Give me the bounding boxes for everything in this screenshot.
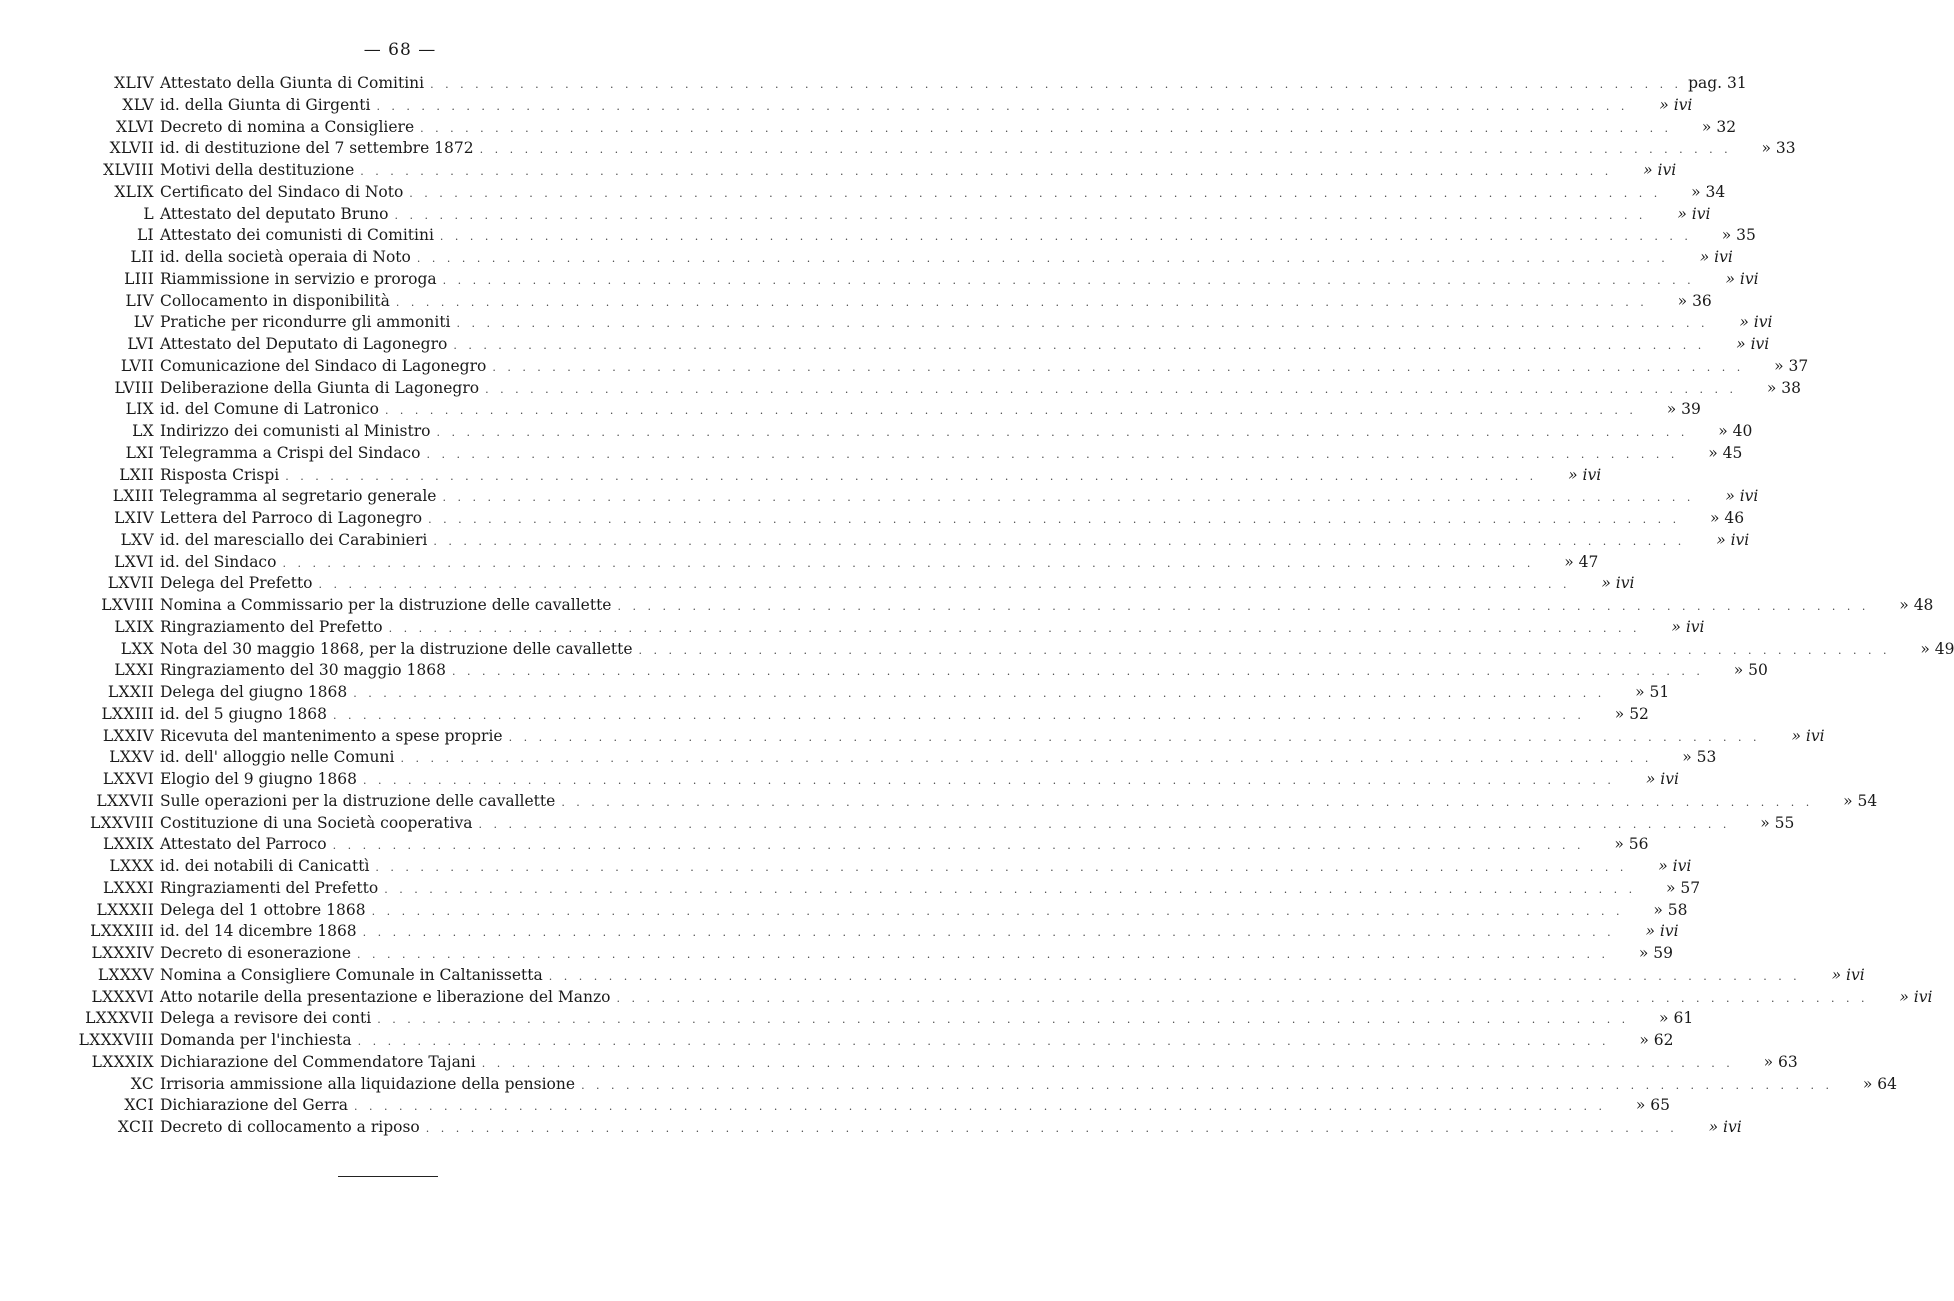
entry-title: Ringraziamento del 30 maggio 1868: [160, 661, 446, 680]
entry-page: » 59: [1638, 944, 1673, 962]
entry-numeral: XLVIII: [103, 161, 154, 179]
toc-entry: [60, 770, 1679, 792]
dot-leader: [581, 1079, 1833, 1092]
entry-title: Nomina a Consigliere Comunale in Caltanissetta: [160, 965, 543, 984]
entry-numeral: LXIV: [114, 509, 154, 527]
toc-entry: [60, 378, 1802, 401]
entry-title: Attestato del deputato Bruno: [160, 204, 389, 223]
entry-page: » ivi: [1791, 726, 1825, 745]
entry-numeral: LXXII: [107, 683, 154, 701]
entry-numeral: LXXXI: [102, 878, 154, 897]
dot-leader: [333, 709, 1585, 722]
entry-page: » 35: [1721, 226, 1756, 245]
toc-entry: [60, 965, 1865, 988]
toc-entry: [60, 639, 1954, 662]
dot-leader: [360, 165, 1612, 178]
toc-entry: [60, 987, 1933, 1010]
dot-leader: [358, 1035, 1610, 1048]
toc-entry: [60, 1118, 1742, 1140]
entry-page: » ivi: [1708, 1118, 1742, 1136]
entry-numeral: LXVIII: [101, 596, 154, 614]
entry-title: Attestato del Parroco: [160, 835, 327, 854]
dot-leader: [396, 296, 1648, 309]
entry-page: » 54: [1843, 791, 1878, 810]
entry-numeral: XLV: [122, 95, 154, 114]
page-number: — 68 —: [363, 40, 437, 60]
entry-page: » 64: [1862, 1074, 1897, 1093]
entry-title: Motivi della destituzione: [160, 161, 355, 179]
entry-page: » 55: [1760, 813, 1795, 832]
entry-title: Pratiche per ricondurre gli ammoniti: [160, 313, 451, 332]
toc-entry: [60, 226, 1756, 248]
dot-leader: [430, 78, 1682, 91]
entry-title: Costituzione di una Società cooperativa: [160, 813, 473, 832]
toc-entry: [60, 1009, 1694, 1031]
toc-entry: [60, 95, 1693, 118]
entry-page: » 62: [1639, 1031, 1674, 1049]
dot-leader: [617, 992, 1869, 1005]
entry-title: Delega del Prefetto: [160, 574, 313, 593]
dot-leader: [354, 1100, 1606, 1113]
entry-numeral: XLVI: [115, 117, 154, 136]
entry-title: Decreto di nomina a Consigliere: [160, 117, 415, 136]
entry-page: » 50: [1733, 661, 1768, 680]
toc-entry: [60, 596, 1934, 618]
entry-page: » 33: [1761, 139, 1796, 158]
entry-numeral: LIV: [125, 291, 154, 310]
dot-leader: [478, 818, 1730, 831]
entry-title: Delega del giugno 1868: [160, 683, 348, 701]
toc-entry: [60, 900, 1688, 923]
entry-title: Nomina a Commissario per la distruzione delle cavallette: [160, 596, 612, 614]
entry-page: » 53: [1682, 748, 1717, 767]
dot-leader: [480, 143, 1732, 156]
entry-title: id. del maresciallo dei Carabinieri: [160, 530, 428, 549]
toc-entry: [60, 487, 1759, 509]
entry-numeral: LXVII: [107, 574, 154, 593]
dot-leader: [389, 622, 1641, 635]
dot-leader: [384, 883, 1636, 896]
end-rule: [338, 1176, 438, 1177]
toc-entry: [60, 1096, 1670, 1118]
toc-entry: [60, 335, 1770, 357]
toc-entry: [60, 661, 1768, 683]
toc-entry: [60, 683, 1670, 705]
toc-entry: [60, 617, 1705, 640]
entry-title: Atto notarile della presentazione e liberazione del Manzo: [160, 987, 611, 1006]
dot-leader: [375, 861, 1627, 874]
entry-title: Irrisoria ammissione alla liquidazione della pensione: [160, 1074, 576, 1093]
dot-leader: [417, 252, 1669, 265]
dot-leader: [453, 339, 1705, 352]
toc-entry: [60, 422, 1753, 444]
entry-title: Risposta Crispi: [160, 465, 280, 484]
entry-page: » 52: [1614, 704, 1649, 723]
entry-page: » 45: [1708, 443, 1743, 462]
entry-title: Dichiarazione del Commendatore Tajani: [160, 1052, 476, 1071]
toc-entry: [60, 944, 1673, 966]
entry-page: » ivi: [1645, 922, 1679, 941]
entry-page: » 37: [1774, 356, 1809, 375]
entry-page: » 65: [1635, 1096, 1670, 1115]
dot-leader: [452, 665, 1704, 678]
entry-title: id. della Giunta di Girgenti: [160, 95, 371, 114]
entry-title: Decreto di collocamento a riposo: [160, 1118, 420, 1136]
toc-entry: [60, 117, 1737, 140]
dot-leader: [639, 644, 1891, 657]
table-of-contents: [60, 74, 1954, 1140]
dot-leader: [363, 926, 1615, 939]
entry-page: pag. 31: [1688, 74, 1747, 92]
entry-numeral: LX: [132, 422, 154, 440]
toc-entry: [60, 74, 1747, 96]
entry-title: Indirizzo dei comunisti al Ministro: [160, 422, 431, 440]
dot-leader: [492, 361, 1744, 374]
entry-numeral: LV: [133, 313, 154, 332]
dot-leader: [428, 513, 1680, 526]
entry-title: Riammissione in servizio e proroga: [160, 269, 437, 288]
dot-leader: [426, 1122, 1678, 1135]
toc-entry: [60, 509, 1745, 531]
dot-leader: [377, 1013, 1629, 1026]
entry-numeral: LXX: [120, 639, 154, 658]
entry-page: » ivi: [1659, 95, 1693, 114]
entry-page: » ivi: [1899, 987, 1933, 1006]
entry-title: id. di destituzione del 7 settembre 1872: [160, 139, 474, 158]
entry-title: Nota del 30 maggio 1868, per la distruzione delle cavallette: [160, 639, 633, 658]
entry-numeral: LXXXVII: [85, 1009, 154, 1028]
entry-title: Attestato dei comunisti di Comitini: [160, 226, 434, 245]
entry-numeral: LXXXIII: [90, 922, 154, 941]
toc-entry: [60, 878, 1701, 901]
dot-leader: [282, 557, 1534, 570]
entry-page: » ivi: [1699, 248, 1733, 266]
dot-leader: [440, 230, 1692, 243]
entry-page: » ivi: [1568, 465, 1602, 484]
dot-leader: [376, 100, 1628, 113]
toc-entry: [60, 552, 1599, 575]
dot-leader: [319, 578, 1571, 591]
entry-title: id. del 5 giugno 1868: [160, 704, 327, 723]
entry-numeral: LVI: [127, 335, 154, 353]
toc-entry: [60, 269, 1759, 292]
entry-title: Ringraziamento del Prefetto: [160, 617, 383, 636]
dot-leader: [485, 383, 1737, 396]
entry-title: Comunicazione del Sindaco di Lagonegro: [160, 356, 487, 375]
entry-title: Lettera del Parroco di Lagonegro: [160, 509, 423, 527]
toc-entry: [60, 182, 1726, 205]
entry-page: » 34: [1691, 182, 1726, 201]
entry-title: Telegramma a Crispi del Sindaco: [160, 443, 421, 462]
entry-numeral: LXXXIX: [91, 1052, 154, 1071]
dot-leader: [549, 970, 1801, 983]
toc-entry: [60, 835, 1649, 857]
entry-title: id. della società operaia di Noto: [160, 248, 411, 266]
entry-numeral: LXXIII: [101, 704, 154, 723]
entry-numeral: LXXXIV: [91, 944, 154, 962]
entry-title: Domanda per l'inchiesta: [160, 1031, 352, 1049]
toc-entry: [60, 248, 1733, 270]
entry-numeral: LXXXVIII: [78, 1031, 154, 1049]
entry-page: » ivi: [1725, 269, 1759, 288]
entry-page: » ivi: [1677, 204, 1711, 223]
entry-title: Elogio del 9 giugno 1868: [160, 770, 357, 788]
dot-leader: [426, 448, 1678, 461]
dot-leader: [433, 535, 1685, 548]
entry-title: Ringraziamenti del Prefetto: [160, 878, 379, 897]
entry-numeral: LXV: [120, 530, 154, 549]
entry-title: Decreto di esonerazione: [160, 944, 352, 962]
entry-title: Attestato del Deputato di Lagonegro: [160, 335, 448, 353]
toc-entry: [60, 139, 1796, 161]
entry-page: » ivi: [1725, 487, 1759, 506]
toc-entry: [60, 1074, 1897, 1097]
entry-page: » ivi: [1643, 161, 1677, 179]
entry-numeral: XCII: [117, 1118, 154, 1136]
entry-numeral: LXXI: [114, 661, 154, 680]
entry-title: Delega del 1 ottobre 1868: [160, 900, 366, 919]
entry-numeral: LXXX: [109, 857, 154, 875]
dot-leader: [436, 426, 1688, 439]
entry-numeral: L: [143, 204, 154, 223]
entry-numeral: LXXVIII: [89, 813, 154, 832]
entry-title: Sulle operazioni per la distruzione delle cavallette: [160, 791, 556, 810]
entry-page: » ivi: [1658, 857, 1692, 875]
entry-numeral: LXXXVI: [91, 987, 154, 1006]
entry-numeral: XCI: [124, 1096, 154, 1115]
entry-numeral: LXXXV: [97, 965, 154, 984]
entry-numeral: LXIII: [112, 487, 154, 506]
dot-leader: [617, 600, 1869, 613]
entry-title: id. dei notabili di Canicattì: [160, 857, 370, 875]
toc-entry: [60, 726, 1825, 749]
dot-leader: [420, 122, 1672, 135]
entry-title: Telegramma al segretario generale: [160, 487, 437, 506]
entry-page: » 56: [1614, 835, 1649, 854]
entry-numeral: XLIV: [114, 74, 154, 92]
entry-numeral: LXXV: [109, 748, 154, 767]
toc-entry: [60, 813, 1795, 836]
entry-title: Certificato del Sindaco di Noto: [160, 182, 404, 201]
dot-leader: [443, 274, 1695, 287]
dot-leader: [482, 1057, 1734, 1070]
dot-leader: [442, 491, 1694, 504]
dot-leader: [509, 731, 1761, 744]
entry-numeral: LXIX: [114, 617, 154, 636]
dot-leader: [372, 905, 1624, 918]
toc-entry: [60, 356, 1809, 379]
dot-leader: [400, 752, 1652, 765]
entry-page: » 58: [1653, 900, 1688, 919]
entry-page: » ivi: [1601, 574, 1635, 593]
entry-page: » ivi: [1736, 335, 1770, 353]
entry-numeral: LVIII: [114, 378, 154, 397]
entry-numeral: LII: [130, 248, 154, 266]
entry-numeral: XLIX: [114, 182, 154, 201]
entry-title: id. del Sindaco: [160, 552, 277, 571]
dot-leader: [409, 187, 1661, 200]
entry-title: Deliberazione della Giunta di Lagonegro: [160, 378, 480, 397]
entry-page: » 51: [1635, 683, 1670, 701]
toc-entry: [60, 1031, 1674, 1053]
entry-page: » ivi: [1716, 530, 1750, 549]
entry-title: id. dell' alloggio nelle Comuni: [160, 748, 395, 767]
toc-entry: [60, 922, 1679, 944]
entry-numeral: XC: [130, 1074, 154, 1093]
dot-leader: [385, 404, 1637, 417]
entry-title: id. del 14 dicembre 1868: [160, 922, 357, 941]
entry-numeral: LXXVI: [102, 770, 154, 788]
entry-title: Ricevuta del mantenimento a spese proprie: [160, 726, 503, 745]
entry-page: » 61: [1659, 1009, 1694, 1028]
dot-leader: [395, 209, 1647, 222]
dot-leader: [363, 774, 1615, 787]
dot-leader: [285, 470, 1537, 483]
entry-title: id. del Comune di Latronico: [160, 400, 379, 419]
toc-entry: [60, 857, 1692, 879]
entry-numeral: LXVI: [114, 552, 154, 571]
entry-page: » 32: [1701, 117, 1737, 136]
entry-numeral: LVII: [120, 356, 154, 375]
entry-title: Delega a revisore dei conti: [160, 1009, 372, 1028]
toc-entry: [60, 791, 1878, 814]
dot-leader: [457, 317, 1709, 330]
toc-entry: [60, 291, 1712, 314]
entry-page: » ivi: [1645, 770, 1679, 788]
entry-page: » ivi: [1739, 313, 1773, 332]
dot-leader: [357, 948, 1609, 961]
toc-entry: [60, 748, 1717, 770]
toc-entry: [60, 204, 1711, 227]
toc-entry: [60, 530, 1750, 553]
toc-entry: [60, 465, 1602, 488]
entry-page: » ivi: [1671, 617, 1705, 636]
entry-page: » ivi: [1831, 965, 1865, 984]
entry-numeral: LXXVII: [96, 791, 154, 810]
dot-leader: [353, 687, 1605, 700]
toc-entry: [60, 574, 1635, 596]
toc-entry: [60, 400, 1701, 422]
dot-leader: [333, 839, 1585, 852]
entry-page: » 57: [1666, 878, 1701, 897]
entry-page: » 39: [1666, 400, 1701, 419]
entry-numeral: LXXXII: [96, 900, 154, 919]
entry-numeral: LXI: [125, 443, 154, 462]
entry-numeral: LXII: [119, 465, 154, 484]
entry-numeral: LXXIV: [102, 726, 154, 745]
entry-page: » 48: [1899, 596, 1934, 614]
entry-numeral: LXXIX: [102, 835, 154, 854]
entry-page: » 46: [1709, 509, 1745, 527]
entry-title: Attestato della Giunta di Comitini: [160, 74, 425, 92]
toc-entry: [60, 1052, 1798, 1075]
entry-numeral: LIII: [124, 269, 154, 288]
entry-page: » 47: [1564, 552, 1599, 571]
entry-title: Dichiarazione del Gerra: [160, 1096, 349, 1115]
toc-entry: [60, 704, 1649, 727]
entry-title: Collocamento in disponibilità: [160, 291, 390, 310]
toc-entry: [60, 161, 1677, 183]
toc-entry: [60, 313, 1773, 335]
toc-entry: [60, 443, 1743, 466]
entry-numeral: LI: [136, 226, 154, 245]
dot-leader: [561, 796, 1813, 809]
entry-page: » 38: [1766, 378, 1802, 397]
entry-numeral: LIX: [125, 400, 154, 419]
entry-page: » 63: [1763, 1052, 1798, 1071]
entry-numeral: XLVII: [109, 139, 154, 158]
entry-page: » 40: [1718, 422, 1753, 440]
entry-page: » 36: [1677, 291, 1712, 310]
entry-page: » 49: [1920, 639, 1954, 658]
